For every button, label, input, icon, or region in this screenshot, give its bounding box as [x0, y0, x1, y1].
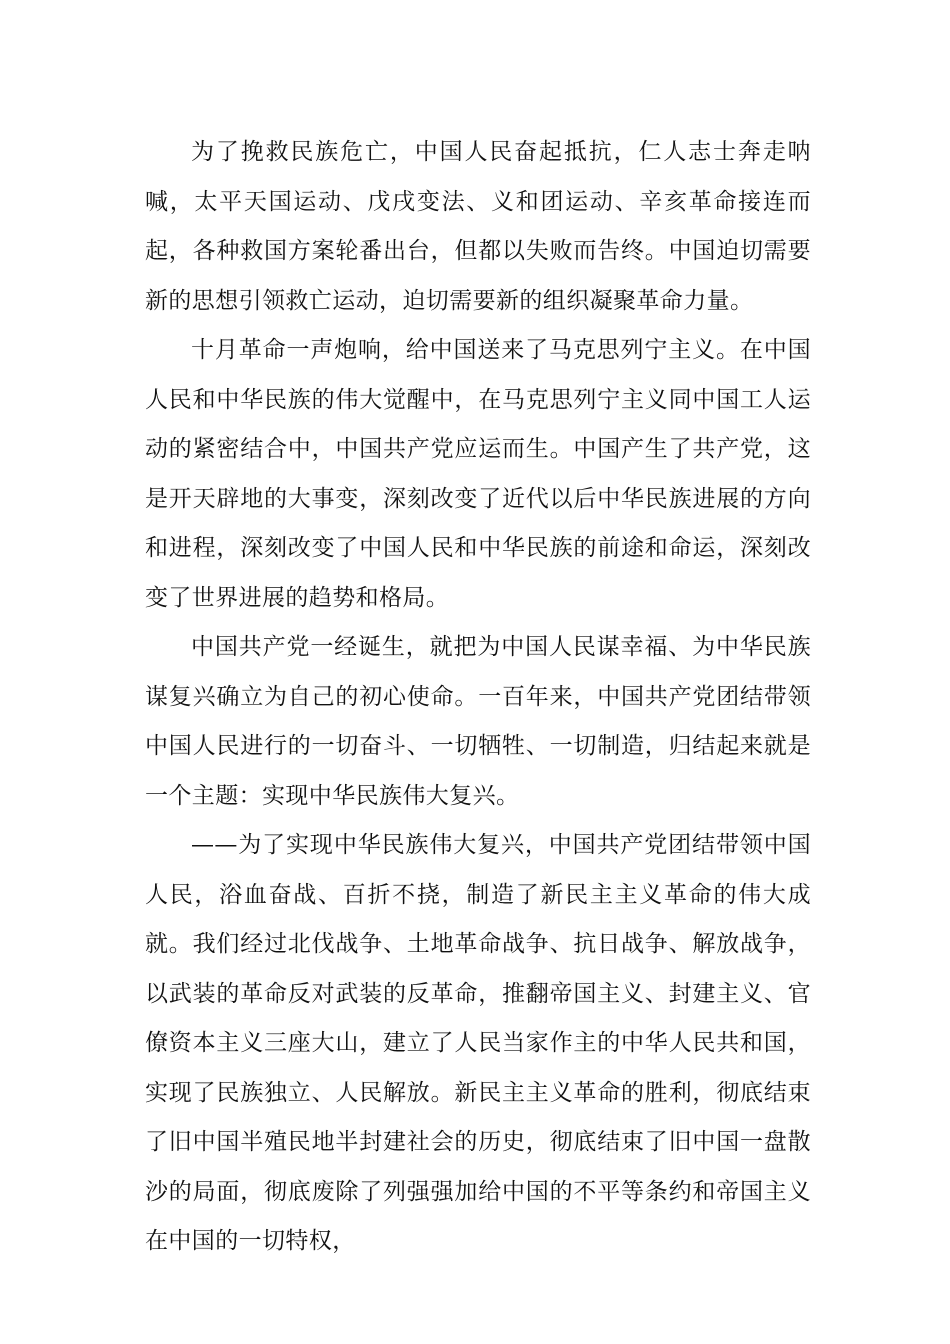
- paragraph-3: 中国共产党一经诞生，就把为中国人民谋幸福、为中华民族谋复兴确立为自己的初心使命。一百年来，中国共产党团结带领中国人民进行的一切奋斗、一切牺牲、一切制造，归结起来就是一个主题：实现中华民族伟大复兴。: [145, 634, 811, 809]
- paragraph-1: 为了挽救民族危亡，中国人民奋起抵抗，仁人志士奔走呐喊，太平天国运动、戊戌变法、义和团运动、辛亥革命接连而起，各种救国方案轮番出台，但都以失败而告终。中国迫切需要新的思想引领救亡运动，迫切需要新的组织凝聚革命力量。: [145, 139, 811, 314]
- document-body: [145, 128, 811, 1267]
- paragraph-4: ——为了实现中华民族伟大复兴，中国共产党团结带领中国人民，浴血奋战、百折不挠，制造了新民主主义革命的伟大成就。我们经过北伐战争、土地革命战争、抗日战争、解放战争，以武装的革命反对武装的反革命，推翻帝国主义、封建主义、官僚资本主义三座大山，建立了人民当家作主的中华人民共和国，实现了民族独立、人民解放。新民主主义革命的胜利，彻底结束了旧中国半殖民地半封建社会的历史，彻底结束了旧中国一盘散沙的局面，彻底废除了列强强加给中国的不平等条约和帝国主义在中国的一切特权，: [145, 832, 811, 1254]
- paragraph-2: 十月革命一声炮响，给中国送来了马克思列宁主义。在中国人民和中华民族的伟大觉醒中，在马克思列宁主义同中国工人运动的紧密结合中，中国共产党应运而生。中国产生了共产党，这是开天辟地的大事变，深刻改变了近代以后中华民族进展的方向和进程，深刻改变了中国人民和中华民族的前途和命运，深刻改变了世界进展的趋势和格局。: [145, 337, 811, 611]
